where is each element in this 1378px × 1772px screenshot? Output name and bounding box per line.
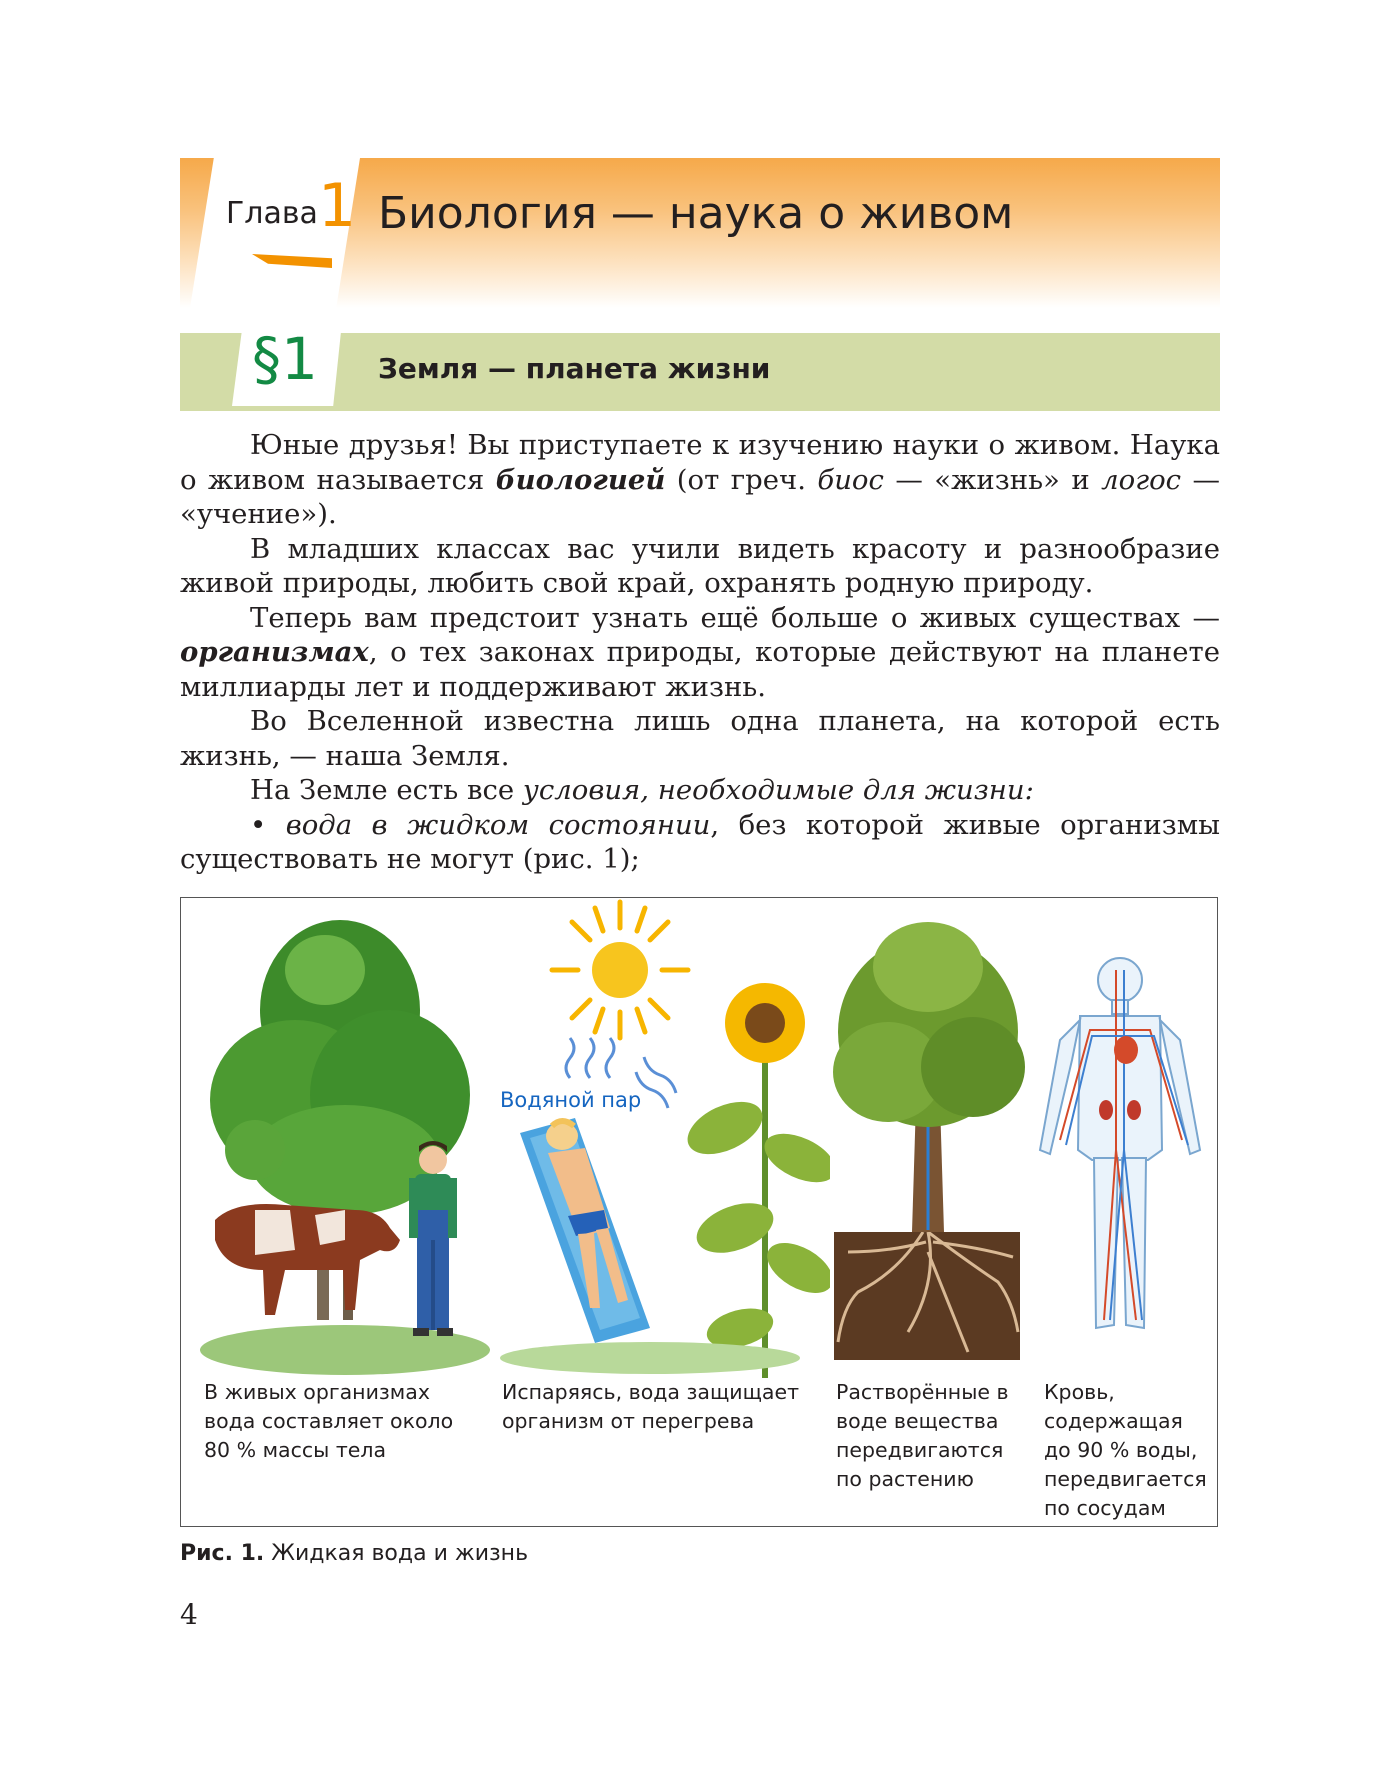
body-text xyxy=(180,428,1220,877)
page-number: 4 xyxy=(180,1598,198,1631)
section-title: Земля — планета жизни xyxy=(378,352,771,385)
section-number: §1 xyxy=(252,325,318,393)
paragraph-1: Юные друзья! Вы приступаете к изучению науки о живом. Наука о живом называется биологией (от греч. биос — «жизнь» и логос — «учение»). xyxy=(180,429,1221,530)
paragraph-2: В младших классах вас учили видеть красоту и разнообразие живой природы, любить свой край, охранять родную природу. xyxy=(180,532,1220,599)
figure-caption-2: Испаряясь, вода защищает организм от перегрева xyxy=(502,1380,800,1433)
chapter-number: 1 xyxy=(318,171,357,241)
human-circulatory-illustration xyxy=(1030,950,1210,1340)
sun-icon xyxy=(552,902,688,1038)
figure-caption-1: В живых организмах вода составляет около 80 % массы тела xyxy=(204,1380,454,1462)
figure-caption-4: Кровь, содержащая до 90 % воды, передвигается по сосудам xyxy=(1044,1380,1207,1520)
paragraph-4: Во Вселенной известна лишь одна планета, на которой есть жизнь, — наша Земля. xyxy=(180,705,1220,772)
sunflower-head-icon xyxy=(725,983,805,1063)
paragraph-5: На Земле есть все условия, необходимые для жизни: xyxy=(250,774,1034,806)
figure-title: Рис. 1. Жидкая вода и жизнь xyxy=(180,1541,529,1566)
paragraph-3: Теперь вам предстоит узнать ещё больше о живых существах — организмах, о тех законах природы, которые действуют на планете миллиарды лет и поддерживают жизнь. xyxy=(180,601,1220,703)
vapor-label: Водяной пар xyxy=(500,1088,642,1112)
list-item-water: • вода в жидком состоянии, без которой живые организмы существовать не могут (рис. 1); xyxy=(180,808,1220,875)
tree-roots-illustration xyxy=(828,912,1028,1362)
tree-cow-man-illustration xyxy=(195,910,495,1380)
chapter-title: Биология — наука о живом xyxy=(378,188,1014,239)
sun-sunbather-sunflower-illustration xyxy=(500,898,830,1378)
chapter-label: Глава xyxy=(226,196,318,231)
figure-caption-3: Растворённые в воде вещества передвигаются по растению xyxy=(836,1380,1009,1491)
